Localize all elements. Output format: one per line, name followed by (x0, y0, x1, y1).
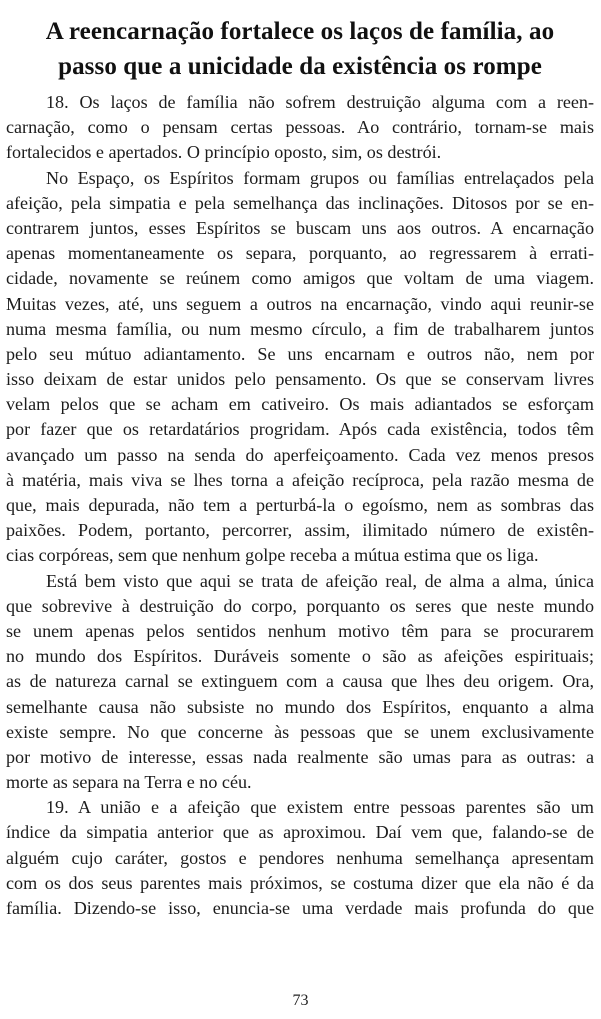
text-line: família. Dizendo-se isso, enuncia-se uma verdade mais profunda do que (6, 898, 594, 918)
text-line: 18. Os laços de família não sofrem destruição alguma com a reen- (46, 92, 594, 112)
text-line: as de natureza carnal se extinguem com a causa que lhes deu origem. Ora, (6, 671, 594, 692)
text-line: contrarem juntos, esses Espíritos se buscam uns aos outros. A encarnação (6, 217, 594, 238)
paragraph-18 (6, 90, 594, 166)
text-line: isso deixam de estar unidos pelo pensamento. Os que se conservam livres (6, 369, 594, 390)
text-line: 19. A união e a afeição que existem entre pessoas parentes são um (46, 797, 594, 818)
text-line: alguém cujo caráter, gostos e pendores nenhuma semelhança apresentam (6, 847, 594, 868)
text-line: numa mesma família, ou num mesmo círculo, a fim de trabalharem juntos (6, 318, 594, 339)
paragraph-espaco (6, 166, 594, 569)
text-line: Muitas vezes, até, uns seguem a outros na encarnação, vindo aqui reunir-se (6, 293, 594, 314)
text-line: à matéria, mais viva se lhes torna a afeição recíproca, pela razão mesma de (6, 469, 594, 490)
text-line: fortalecidos e apertados. O princípio oposto, sim, os destrói. (6, 142, 442, 163)
text-line: cidade, novamente se reúnem como amigos que voltam de uma viagem. (6, 268, 594, 289)
text-line: cias corpóreas, sem que nenhum golpe receba a mútua estima que os liga. (6, 545, 539, 566)
text-line: velam pelos que se acham em cativeiro. Os mais adiantados se esforçam (6, 394, 594, 415)
heading-line: A reencarnação fortalece os laços de família, ao (45, 18, 555, 45)
body-text (6, 90, 594, 921)
text-line: no mundo dos Espíritos. Duráveis somente o são as afeições espirituais; (6, 646, 594, 667)
text-line: Está bem visto que aqui se trata de afeição real, de alma a alma, única (46, 570, 594, 591)
text-line: semelhante causa não subsiste no mundo dos Espíritos, enquanto a alma (6, 696, 594, 717)
heading-line: passo que a unicidade da existência os rompe (58, 53, 542, 80)
text-line: No Espaço, os Espíritos formam grupos ou famílias entrelaçados pela (46, 167, 594, 188)
text-line: morte as separa na Terra e no céu. (6, 772, 252, 793)
section-heading (6, 14, 594, 84)
book-page (6, 14, 594, 921)
text-line: se unem apenas pelos sentidos nenhum motivo têm para se procurarem (6, 620, 594, 641)
text-line: por motivo de interesse, essas nada realmente são umas para as outras: a (6, 746, 594, 767)
paragraph-afeicao-real (6, 569, 594, 796)
text-line: que, mais depurada, não tem a perturbá-la o egoísmo, nem as sombras das (6, 495, 594, 515)
text-line: afeição, pela simpatia e pela semelhança das inclinações. Ditosos por se en- (6, 192, 594, 213)
text-line: pelo seu mútuo adiantamento. Se uns encarnam e outros não, nem por (6, 343, 594, 364)
text-line: existe sempre. No que concerne às pessoas que se unem exclusivamente (6, 721, 594, 742)
text-line: carnação, como o pensam certas pessoas. Ao contrário, tornam-se mais (6, 117, 594, 138)
text-line: índice da simpatia anterior que as aproximou. Daí vem que, falando-se de (6, 822, 594, 843)
text-line: avançado um passo na senda do aperfeiçoamento. Cada vez menos presos (6, 444, 594, 465)
text-line: com os dos seus parentes mais próximos, se costuma dizer que ela não é da (6, 872, 594, 893)
paragraph-19 (6, 795, 594, 921)
text-line: apenas momentaneamente os separa, porquanto, ao regressarem à errati- (6, 243, 594, 264)
text-line: por fazer que os retardatários progridam. Após cada existência, todos têm (6, 419, 594, 440)
page-number: 73 (292, 992, 309, 1009)
text-line: que sobrevive à destruição do corpo, porquanto os seres que neste mundo (6, 595, 594, 616)
text-line: paixões. Podem, portanto, percorrer, assim, ilimitado número de existên- (6, 520, 594, 541)
